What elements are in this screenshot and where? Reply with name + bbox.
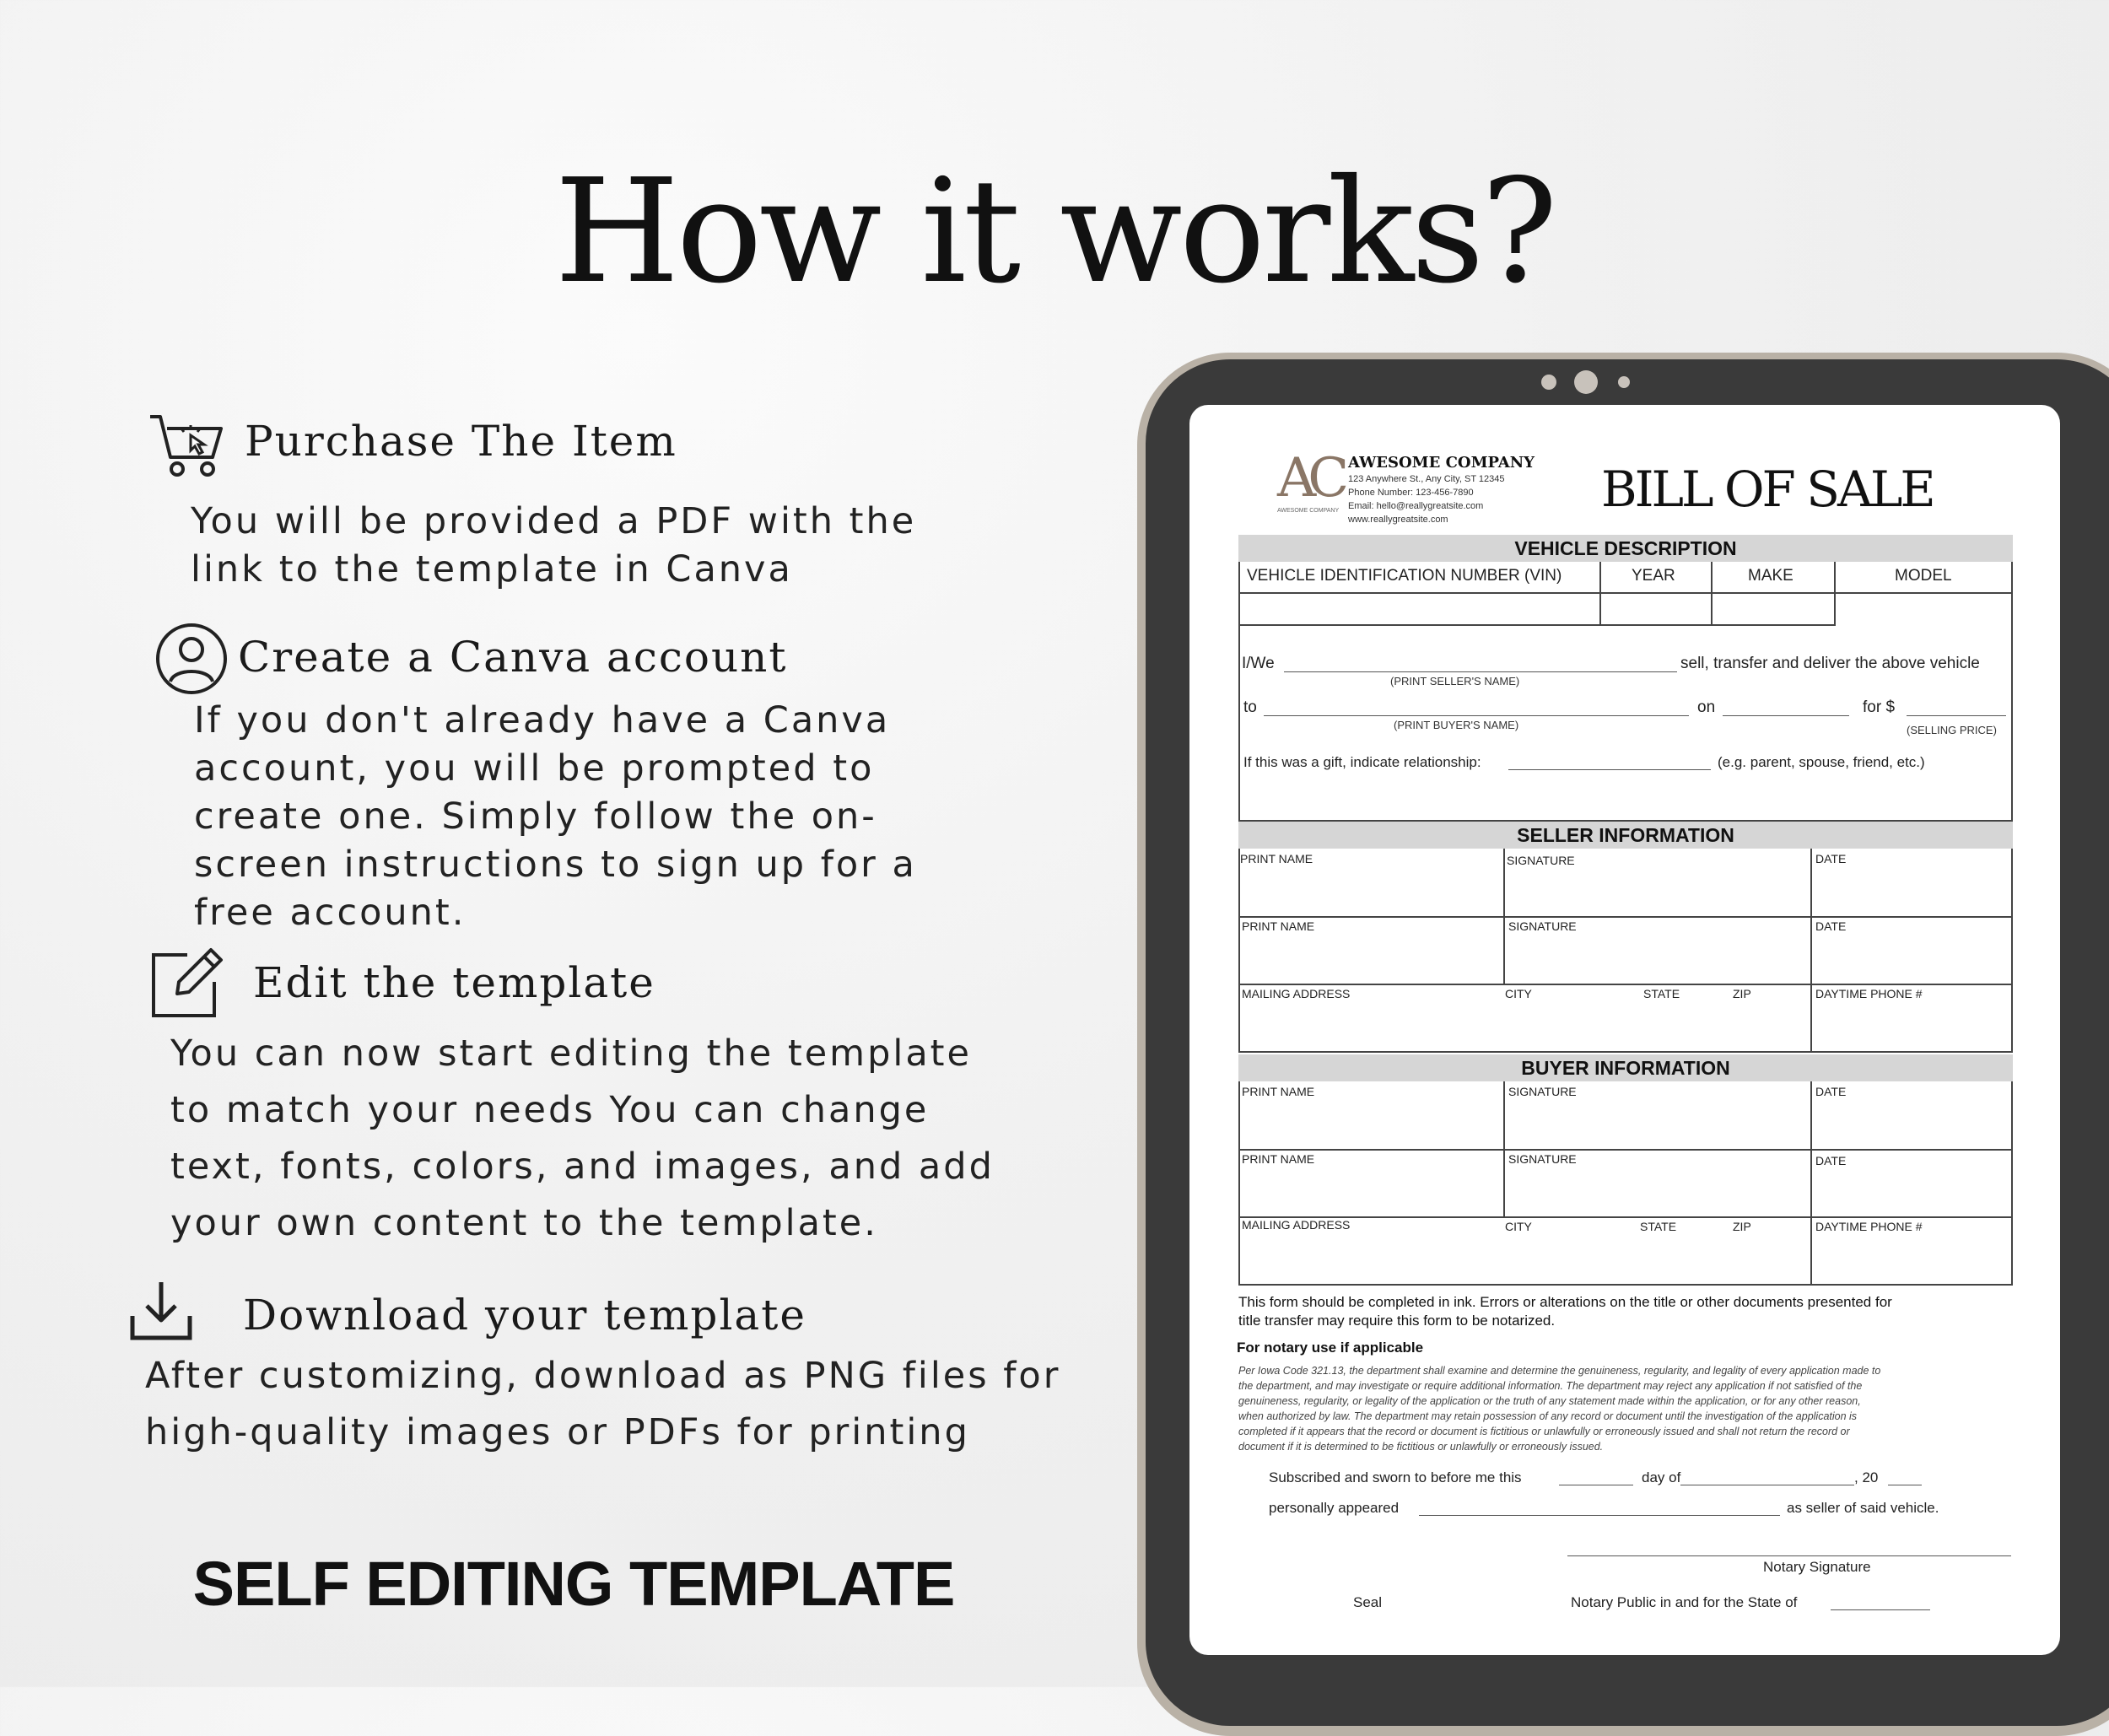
appeared-line[interactable] xyxy=(1419,1515,1780,1516)
step-4-line: high-quality images or PDFs for printing xyxy=(145,1411,970,1453)
buyer-divider xyxy=(1503,1081,1505,1218)
buyer-state: STATE xyxy=(1640,1220,1677,1233)
step-2-line: account, you will be prompted to xyxy=(194,747,875,790)
company-website: www.reallygreatsite.com xyxy=(1348,515,1448,525)
buyer-city: CITY xyxy=(1505,1220,1532,1233)
step-1-body xyxy=(191,498,916,594)
seller-phone: DAYTIME PHONE # xyxy=(1815,987,1923,1000)
model-header: MODEL xyxy=(1895,567,1952,585)
step-4-body xyxy=(145,1348,1060,1461)
company-address: 123 Anywhere St., Any City, ST 12345 xyxy=(1348,474,1505,484)
seller-date-1: DATE xyxy=(1815,852,1847,865)
price-hint: (SELLING PRICE) xyxy=(1907,724,1997,736)
step-1-heading: Purchase The Item xyxy=(245,417,677,466)
cart-icon xyxy=(148,413,226,483)
step-2-line: create one. Simply follow the on- xyxy=(194,795,877,838)
step-3-line: text, fonts, colors, and images, and add xyxy=(170,1146,995,1188)
date-line[interactable] xyxy=(1723,715,1849,716)
legal-text xyxy=(1238,1363,1880,1454)
document-title: BILL OF SALE xyxy=(1601,461,1934,518)
logo-caption: AWESOME COMPANY xyxy=(1277,508,1340,514)
vehicle-header-rule xyxy=(1238,592,2013,594)
seller-zip: ZIP xyxy=(1733,987,1751,1000)
buyer-row-2 xyxy=(1238,1149,2013,1218)
iwe-tail: sell, transfer and deliver the above vehicle xyxy=(1680,655,1980,672)
seller-heading: SELLER INFORMATION xyxy=(1238,822,2013,849)
step-2-line: screen instructions to sign up for a xyxy=(194,844,917,886)
buyer-phone: DAYTIME PHONE # xyxy=(1815,1220,1923,1233)
step-2-line: If you don't already have a Canva xyxy=(194,699,891,741)
year-prefix: , 20 xyxy=(1854,1469,1879,1485)
seller-signature-2: SIGNATURE xyxy=(1508,919,1577,933)
appeared-label: personally appeared xyxy=(1269,1500,1400,1516)
page-title: How it works? xyxy=(554,148,1555,315)
on-label: on xyxy=(1697,698,1716,716)
seller-divider xyxy=(1810,849,1812,1053)
step-3-body xyxy=(170,1026,995,1252)
seller-city: CITY xyxy=(1505,987,1532,1000)
logo-letters: AC xyxy=(1277,447,1341,509)
buyer-signature-2: SIGNATURE xyxy=(1508,1152,1577,1166)
step-4-line: After customizing, download as PNG files for xyxy=(145,1355,1061,1397)
notary-heading: For notary use if applicable xyxy=(1237,1340,1424,1356)
buyer-signature-1: SIGNATURE xyxy=(1508,1085,1577,1098)
step-3-line: your own content to the template. xyxy=(170,1202,878,1244)
step-3-heading: Edit the template xyxy=(253,958,655,1007)
seller-hint: (PRINT SELLER'S NAME) xyxy=(1390,675,1520,687)
buyer-divider xyxy=(1810,1081,1812,1286)
seal-label: Seal xyxy=(1353,1594,1383,1610)
user-icon xyxy=(155,623,228,699)
legal-line: Per Iowa Code 321.13, the department shall examine and determine the genuineness, regularity, and legality of every application made to xyxy=(1238,1365,1881,1377)
camera-lens xyxy=(1574,370,1598,394)
camera-dot xyxy=(1541,375,1556,390)
buyer-hint: (PRINT BUYER'S NAME) xyxy=(1394,719,1519,731)
seller-state: STATE xyxy=(1643,987,1680,1000)
sensor-dot xyxy=(1618,376,1630,388)
download-icon xyxy=(128,1279,194,1347)
price-line[interactable] xyxy=(1907,715,2006,716)
as-seller-label: as seller of said vehicle. xyxy=(1787,1500,1939,1516)
gift-hint: (e.g. parent, spouse, friend, etc.) xyxy=(1718,754,1925,770)
seller-name-line[interactable] xyxy=(1284,671,1677,672)
for-label: for $ xyxy=(1863,698,1896,716)
tagline: SELF EDITING TEMPLATE xyxy=(192,1549,955,1619)
buyer-print-name-2: PRINT NAME xyxy=(1242,1152,1315,1166)
buyer-mailing: MAILING ADDRESS xyxy=(1242,1218,1351,1232)
edit-icon xyxy=(148,945,226,1025)
iwe-label: I/We xyxy=(1242,655,1275,672)
company-logo xyxy=(1277,449,1345,516)
notary-public-label: Notary Public in and for the State of xyxy=(1571,1594,1798,1610)
step-2-line: free account. xyxy=(194,892,467,934)
notary-signature-label: Notary Signature xyxy=(1763,1559,1871,1575)
ink-note-2: title transfer may require this form to be notarized. xyxy=(1238,1313,1556,1329)
gift-line[interactable] xyxy=(1508,769,1711,770)
step-3-line: to match your needs You can change xyxy=(170,1089,930,1131)
buyer-heading: BUYER INFORMATION xyxy=(1238,1054,2013,1081)
ink-note-1: This form should be completed in ink. Errors or alterations on the title or other documents presented for xyxy=(1238,1294,1892,1310)
buyer-row-1 xyxy=(1238,1081,2013,1151)
legal-line: the department, and may investigate or require additional information. The department may reject any application if not satisfied of the xyxy=(1238,1380,1863,1392)
document-sheet xyxy=(1189,405,2060,1655)
step-2-heading: Create a Canva account xyxy=(238,633,788,682)
notary-state-line[interactable] xyxy=(1831,1609,1930,1610)
buyer-zip: ZIP xyxy=(1733,1220,1751,1233)
buyer-print-name-1: PRINT NAME xyxy=(1242,1085,1315,1098)
gift-label: If this was a gift, indicate relationship: xyxy=(1243,754,1481,770)
seller-row-1 xyxy=(1238,849,2013,918)
seller-date-2: DATE xyxy=(1815,919,1847,933)
buyer-name-line[interactable] xyxy=(1264,715,1689,716)
step-2-body xyxy=(194,697,917,937)
legal-line: genuineness, regularity, or legality of the application or the truth of any statement made within the application, or for any other reason, xyxy=(1238,1395,1861,1407)
seller-print-name-1: PRINT NAME xyxy=(1240,852,1313,865)
step-3-line: You can now start editing the template xyxy=(170,1032,972,1075)
company-phone: Phone Number: 123-456-7890 xyxy=(1348,488,1474,498)
company-email: Email: hello@reallygreatsite.com xyxy=(1348,501,1484,511)
seller-mailing: MAILING ADDRESS xyxy=(1242,987,1351,1000)
buyer-date-1: DATE xyxy=(1815,1085,1847,1098)
year-header: YEAR xyxy=(1632,567,1675,585)
vehicle-heading: VEHICLE DESCRIPTION xyxy=(1238,535,2013,562)
step-1-line: You will be provided a PDF with the xyxy=(191,500,917,542)
seller-row-2 xyxy=(1238,916,2013,985)
company-name: AWESOME COMPANY xyxy=(1348,454,1535,472)
seller-print-name-2: PRINT NAME xyxy=(1242,919,1315,933)
notary-signature-line[interactable] xyxy=(1567,1555,2011,1556)
step-1-line: link to the template in Canva xyxy=(191,548,793,590)
step-4-heading: Download your template xyxy=(243,1291,806,1340)
make-header: MAKE xyxy=(1748,567,1793,585)
seller-divider xyxy=(1503,849,1505,985)
legal-line: completed if it appears that the record or document is fictitious or unlawfully or erroneously issued and shall not return the record or xyxy=(1238,1426,1850,1437)
day-of-label: day of xyxy=(1642,1469,1681,1485)
vin-header: VEHICLE IDENTIFICATION NUMBER (VIN) xyxy=(1247,567,1562,585)
legal-line: when authorized by law. The department may retain possession of any record or document until the investigation of the application is xyxy=(1238,1410,1858,1422)
to-label: to xyxy=(1243,698,1257,716)
buyer-date-2: DATE xyxy=(1815,1154,1847,1167)
sworn-label: Subscribed and sworn to before me this xyxy=(1269,1469,1522,1485)
seller-signature-1: SIGNATURE xyxy=(1507,854,1575,867)
legal-line: document if it is determined to be fictitious or unlawfully or erroneously issued. xyxy=(1238,1441,1604,1453)
